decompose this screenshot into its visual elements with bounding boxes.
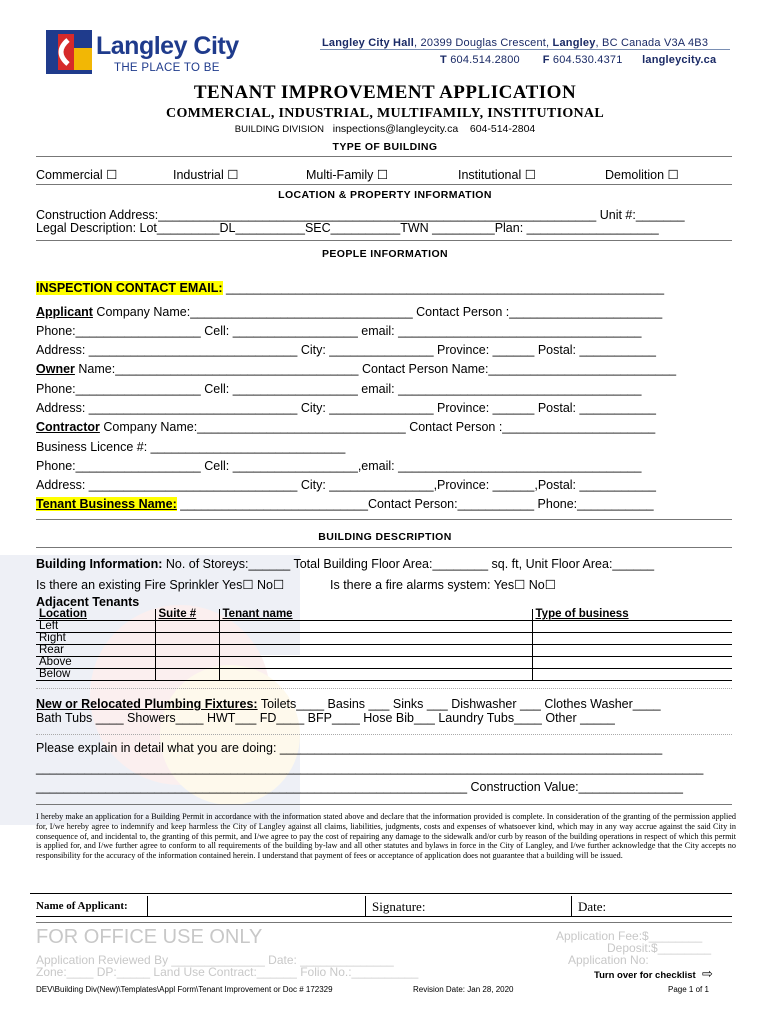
division-email[interactable]: inspections@langleycity.ca xyxy=(332,123,459,135)
building-info-fields[interactable]: No. of Storeys:______ Total Building Floor Area:________ sq. ft, Unit Floor Area:______ xyxy=(162,557,655,571)
applicant-phone-row[interactable]: Phone:__________________ Cell: __________________ email: ___________________________________ xyxy=(36,324,642,338)
tenant-row[interactable] xyxy=(36,497,654,511)
hall-label: Langley City Hall xyxy=(322,37,415,49)
type-commercial-checkbox[interactable]: Commercial ☐ xyxy=(36,168,118,182)
hall-region: , BC Canada V3A 4B3 xyxy=(595,37,709,49)
inspection-email-row[interactable] xyxy=(36,281,664,295)
contractor-company-field[interactable]: Company Name:______________________________ Contact Person :______________________ xyxy=(99,420,656,434)
table-row xyxy=(36,669,732,681)
row-label: Below xyxy=(36,669,155,681)
office-reviewed: Application Reviewed By ______________ Date: ______________ xyxy=(36,953,394,967)
owner-label: Owner xyxy=(36,362,75,376)
alarm-question[interactable]: Is there a fire alarms system: Yes☐ No☐ xyxy=(330,578,556,592)
office-zone: Zone:____ DP:_____ Land Use Contract:______ Folio No.:__________ xyxy=(36,965,419,979)
legal-description-field[interactable]: Legal Description: Lot_________DL__________SEC__________TWN _________Plan: ___________________ xyxy=(36,221,659,235)
form-title: TENANT IMPROVEMENT APPLICATION xyxy=(193,82,577,103)
col-business-type: Type of business xyxy=(532,609,732,621)
tenant-cell[interactable] xyxy=(219,621,532,633)
building-info-label: Building Information: xyxy=(36,557,163,571)
applicant-address-row[interactable]: Address: ______________________________ City: _______________ Province: ______ Postal: ___________ xyxy=(36,343,656,357)
applicant-name-label: Name of Applicant: xyxy=(36,900,128,912)
divider xyxy=(36,184,732,185)
contractor-address-row[interactable]: Address: ______________________________ City: _______________,Province: ______,Postal: ___________ xyxy=(36,478,656,492)
business-licence-field[interactable]: Business Licence #: ____________________________ xyxy=(36,440,346,454)
sprinkler-question[interactable]: Is there an existing Fire Sprinkler Yes☐ No☐ xyxy=(36,578,285,592)
divider xyxy=(36,156,732,157)
city-contact-row xyxy=(440,54,716,66)
divider xyxy=(36,734,732,735)
city-logo xyxy=(44,26,264,78)
business-cell[interactable] xyxy=(532,645,732,657)
division-contact xyxy=(0,123,770,135)
tel-label: T xyxy=(440,54,447,66)
row-label: Rear xyxy=(36,645,155,657)
applicant-name-field[interactable] xyxy=(147,896,148,916)
tenant-business-field[interactable]: ___________________________Contact Person:___________ Phone:___________ xyxy=(176,497,654,511)
plumbing-fields[interactable]: Toilets____ Basins ___ Sinks ___ Dishwasher ___ Clothes Washer____ xyxy=(257,697,661,711)
divider xyxy=(36,922,732,923)
turn-over-text: Turn over for checklist xyxy=(594,970,696,981)
owner-name-field[interactable]: Name:___________________________________ Contact Person Name:___________________________ xyxy=(74,362,677,376)
construction-value-field[interactable]: ______________________________________________________________ Construction Value:_______________ xyxy=(36,780,683,794)
work-description-field[interactable]: Please explain in detail what you are doing: _______________________________________________________ xyxy=(36,741,663,755)
type-demolition-checkbox[interactable]: Demolition ☐ xyxy=(605,168,679,182)
form-subtitle: COMMERCIAL, INDUSTRIAL, MULTIFAMILY, INSTITUTIONAL xyxy=(166,106,604,121)
contractor-row[interactable] xyxy=(36,420,655,434)
logo-tagline: THE PLACE TO BE xyxy=(114,62,220,74)
business-cell[interactable] xyxy=(532,657,732,669)
city-hall-address xyxy=(322,37,708,49)
col-suite: Suite # xyxy=(155,609,219,621)
turn-over-note xyxy=(594,966,713,982)
tenant-business-label: Tenant Business Name: xyxy=(36,497,177,511)
applicant-row[interactable] xyxy=(36,305,662,319)
footer-page: Page 1 of 1 xyxy=(668,985,709,994)
owner-address-row[interactable]: Address: ______________________________ City: _______________ Province: ______ Postal: ___________ xyxy=(36,401,656,415)
divider xyxy=(36,804,732,805)
applicant-label: Applicant xyxy=(36,305,93,319)
fax-label: F xyxy=(542,54,550,66)
business-cell[interactable] xyxy=(532,633,732,645)
date-field[interactable] xyxy=(571,896,572,916)
office-app-no: Application No: xyxy=(568,953,649,967)
inspection-email-label: INSPECTION CONTACT EMAIL: xyxy=(36,281,223,295)
divider xyxy=(36,519,732,520)
date-label: Date: xyxy=(578,899,607,914)
divider xyxy=(36,547,732,548)
hall-street: , 20399 Douglas Crescent, xyxy=(414,37,553,49)
suite-cell[interactable] xyxy=(155,633,219,645)
office-deposit: Deposit:$________ xyxy=(607,941,712,955)
applicant-company-field[interactable]: Company Name:________________________________ Contact Person :______________________ xyxy=(92,305,663,319)
plumbing-label: New or Relocated Plumbing Fixtures: xyxy=(36,697,258,711)
table-row xyxy=(36,633,732,645)
owner-phone-row[interactable]: Phone:__________________ Cell: __________________ email: ___________________________________ xyxy=(36,382,642,396)
tenant-cell[interactable] xyxy=(219,633,532,645)
footer-revision: Revision Date: Jan 28, 2020 xyxy=(413,985,514,994)
adjacent-tenants-table xyxy=(36,609,732,681)
suite-cell[interactable] xyxy=(155,657,219,669)
building-info-row[interactable] xyxy=(36,557,654,571)
suite-cell[interactable] xyxy=(155,645,219,657)
col-location: Location xyxy=(36,609,155,621)
table-row xyxy=(36,645,732,657)
section-type-of-building: TYPE OF BUILDING xyxy=(332,141,438,153)
row-label: Left xyxy=(36,621,155,633)
business-cell[interactable] xyxy=(532,621,732,633)
division-phone: 604-514-2804 xyxy=(469,123,536,135)
suite-cell[interactable] xyxy=(155,669,219,681)
construction-address-field[interactable]: Construction Address:_______________________________________________________________ Unit #:_______ xyxy=(36,208,685,222)
suite-cell[interactable] xyxy=(155,621,219,633)
tenant-cell[interactable] xyxy=(219,657,532,669)
row-label: Above xyxy=(36,657,155,669)
table-row xyxy=(36,621,732,633)
inspection-email-field[interactable]: _______________________________________________________________ xyxy=(222,281,665,295)
contractor-phone-row[interactable]: Phone:__________________ Cell: __________________,email: ___________________________________ xyxy=(36,459,642,473)
type-multifamily-checkbox[interactable]: Multi-Family ☐ xyxy=(306,168,389,182)
header-divider xyxy=(320,49,730,50)
signature-label: Signature: xyxy=(372,899,426,914)
divider xyxy=(36,240,732,241)
owner-row[interactable] xyxy=(36,362,676,376)
website-link[interactable]: langleycity.ca xyxy=(642,54,717,66)
tel-number: 604.514.2800 xyxy=(450,54,520,66)
type-industrial-checkbox[interactable]: Industrial ☐ xyxy=(173,168,239,182)
section-location: LOCATION & PROPERTY INFORMATION xyxy=(278,189,492,201)
contractor-label: Contractor xyxy=(36,420,100,434)
logo-wordmark: Langley City xyxy=(96,32,239,60)
section-people: PEOPLE INFORMATION xyxy=(321,248,448,260)
footer-path: DEV\Building Div(New)\Templates\Appl Form\Tenant Improvement or Doc # 172329 xyxy=(36,985,333,994)
division-label: BUILDING DIVISION xyxy=(234,124,324,135)
declaration-text: I hereby make an application for a Building Permit in accordance with the information stated above and declare that the information provided is complete. In consideration of the granting of the permission applied for, I/we hereby agree to indemnify and keep harmless the City of Langley against all claims, liabilities, judgments, costs and expenses of whatsoever kind, which may in any way accrue against the said City in consequence of, and incidental to, the granting of this permit, and I/we agree to pay the cost of repairing any damage to the sidewalk and/or curb by reason of the building operations in respect of which this permit is applied for, and I/we further agree to conform to all requirements of the building by-law and all other statutes and bylaws in force in the City of Langley, and I/we further acknowledge that the City accepts no responsibility for the accuracy of the information contained herein. I understand that payment of fees or acceptance of application does not guarantee that a building will be issued. xyxy=(36,812,736,861)
work-description-line-2[interactable]: ________________________________________________________________________________________________ xyxy=(36,761,704,775)
section-building-description: BUILDING DESCRIPTION xyxy=(318,531,452,543)
adjacent-tenants-title: Adjacent Tenants xyxy=(36,595,140,609)
arrow-right-icon: ⇨ xyxy=(698,966,713,981)
col-tenant-name: Tenant name xyxy=(219,609,532,621)
type-institutional-checkbox[interactable]: Institutional ☐ xyxy=(458,168,536,182)
office-fee: Application Fee:$________ xyxy=(556,929,703,943)
tenant-cell[interactable] xyxy=(219,645,532,657)
fax-number: 604.530.4371 xyxy=(552,54,623,66)
signature-field[interactable] xyxy=(365,896,366,916)
business-cell[interactable] xyxy=(532,669,732,681)
plumbing-row[interactable] xyxy=(36,697,661,711)
table-row xyxy=(36,657,732,669)
row-label: Right xyxy=(36,633,155,645)
plumbing-row-2[interactable]: Bath Tubs ____ Showers____ HWT___ FD____ BFP____ Hose Bib___ Laundry Tubs____ Other _____ xyxy=(36,711,615,725)
tenant-cell[interactable] xyxy=(219,669,532,681)
divider xyxy=(36,688,732,689)
signature-bottom-line xyxy=(36,916,732,917)
office-use-title: FOR OFFICE USE ONLY xyxy=(36,926,263,948)
hall-city: Langley xyxy=(552,37,596,49)
